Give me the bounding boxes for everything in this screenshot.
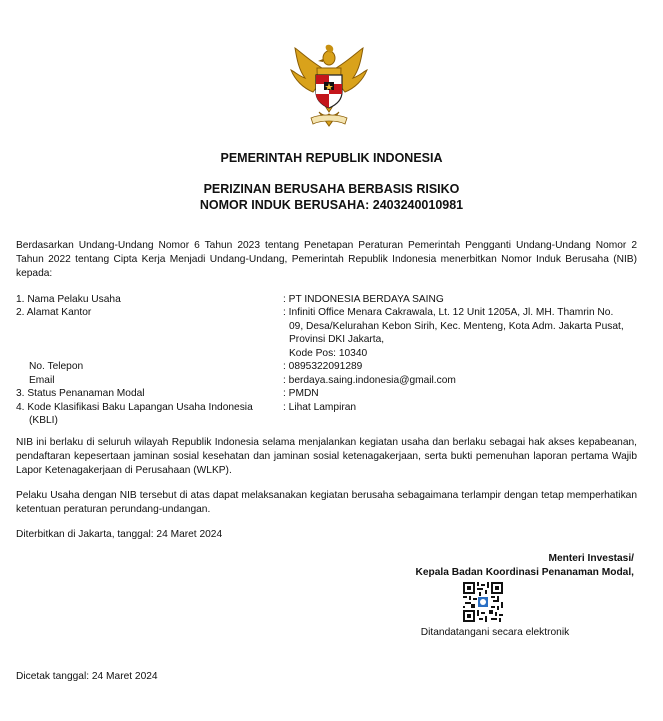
- field-alamat-line3: Provinsi DKI Jakarta,: [289, 334, 385, 345]
- field-email-value: : berdaya.saing.indonesia@gmail.com: [283, 374, 456, 386]
- qr-code-icon: [463, 582, 503, 622]
- field-email-label: Email: [29, 374, 55, 386]
- signatory-title-line2: Kepala Badan Koordinasi Penanaman Modal,: [415, 567, 634, 578]
- obligation-paragraph: Pelaku Usaha dengan NIB tersebut di atas dapat melaksanakan kegiatan berusaha sebagaimana terlampir dengan tetap memperhatikan ketentuan peraturan perundang-undangan.: [16, 490, 637, 515]
- validity-paragraph: NIB ini berlaku di seluruh wilayah Republik Indonesia selama menjalankan kegiatan usaha dan berlaku sebagai hak akses kepabeanan, pendaftaran kepesertaan jaminan sosial kesehatan dan jaminan sosial ketenagakerjaan, serta bukti pemenuhan laporan pertama Wajib Lapor Ketenagakerjaan di Perusahaan (WLKP).: [16, 437, 637, 476]
- garuda-pancasila-emblem-icon: [283, 42, 375, 134]
- field-kbli-value: : Lihat Lampiran: [283, 401, 357, 413]
- field-nama-label: 1. Nama Pelaku Usaha: [16, 294, 121, 305]
- field-status-label: 3. Status Penanaman Modal: [16, 388, 145, 399]
- nib-number-heading: NOMOR INDUK BERUSAHA: 2403240010981: [199, 198, 464, 212]
- intro-paragraph: Berdasarkan Undang-Undang Nomor 6 Tahun 2023 tentang Penetapan Peraturan Pemerintah Pengganti Undang-Undang Nomor 2 Tahun 2022 tentang Cipta Kerja Menjadi Undang-Undang, Pemerintah Republik Indonesia menerbitkan Nomor Induk Berusaha (NIB) kepada:: [16, 240, 637, 279]
- government-heading: PEMERINTAH REPUBLIK INDONESIA: [220, 151, 443, 165]
- field-alamat-line4: Kode Pos: 10340: [289, 347, 368, 359]
- field-nama-value: : PT INDONESIA BERDAYA SAING: [283, 294, 444, 305]
- field-telepon-value: : 0895322091289: [283, 361, 363, 372]
- printed-date: Dicetak tanggal: 24 Maret 2024: [16, 671, 158, 682]
- field-kbli-label-line2: (KBLI): [29, 415, 58, 426]
- issued-date: Diterbitkan di Jakarta, tanggal: 24 Maret 2024: [16, 529, 223, 540]
- field-kbli-label-line1: 4. Kode Klasifikasi Baku Lapangan Usaha Indonesia: [16, 401, 253, 413]
- signatory-title-line1: Menteri Investasi/: [548, 553, 634, 564]
- field-alamat-line2: 09, Desa/Kelurahan Kebon Sirih, Kec. Menteng, Kota Adm. Jakarta Pusat,: [289, 320, 624, 332]
- document-title: PERIZINAN BERUSAHA BERBASIS RISIKO: [203, 182, 460, 196]
- field-alamat-label: 2. Alamat Kantor: [16, 307, 92, 318]
- field-alamat-line1: : Infiniti Office Menara Cakrawala, Lt. 12 Unit 1205A, Jl. MH. Thamrin No.: [283, 307, 614, 318]
- field-telepon-label: No. Telepon: [29, 361, 84, 372]
- electronic-signature-note: Ditandatangani secara elektronik: [420, 627, 570, 638]
- field-status-value: : PMDN: [283, 388, 319, 399]
